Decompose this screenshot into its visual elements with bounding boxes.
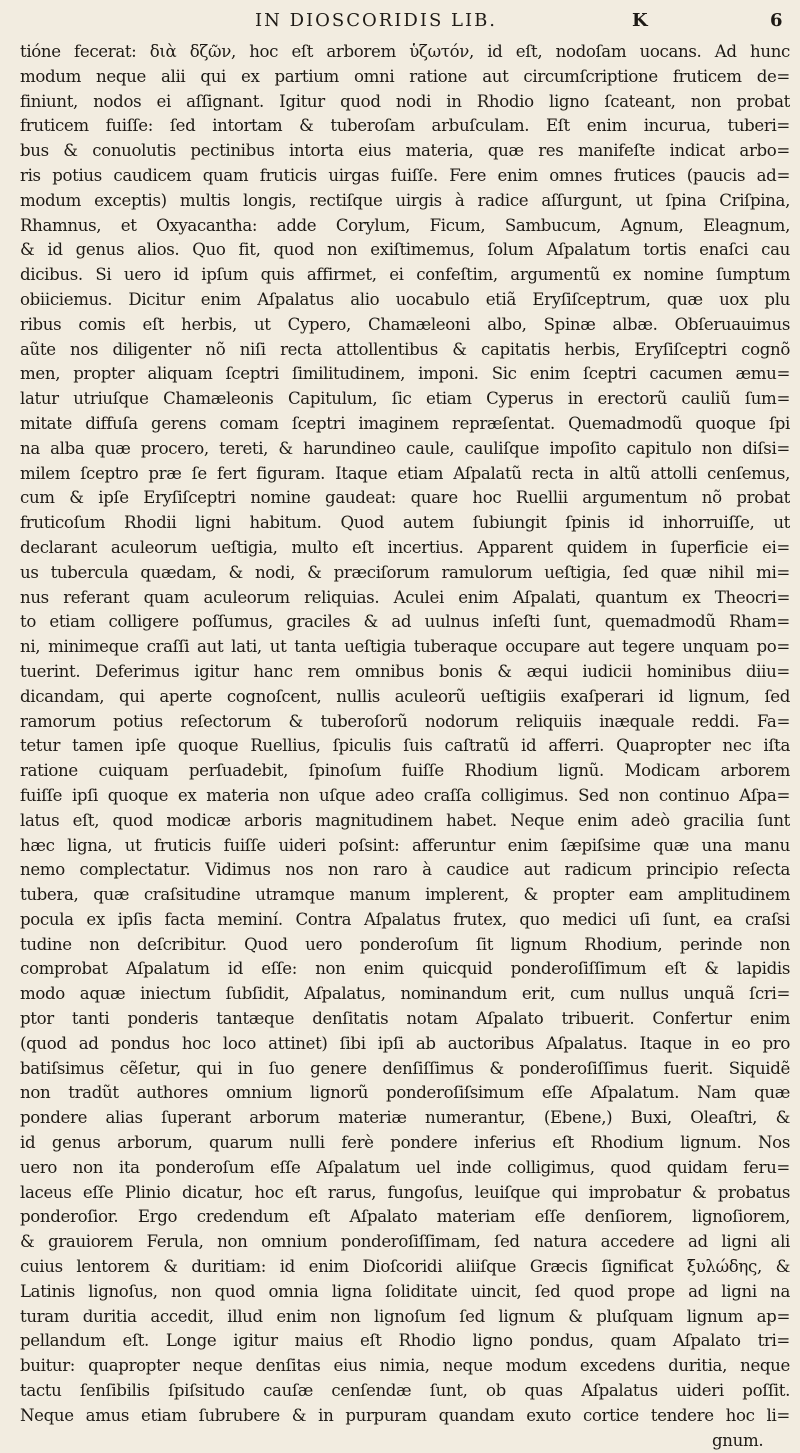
text-line: id genus arborum, quarum nulli ferè pondere inferius eſt Rhodium lignum. Nos: [20, 1133, 790, 1153]
text-line: dicandam, qui aperte cognoſcent, nullis aculeorũ ueſtigiis exaſperari id lignum, ſed: [20, 686, 790, 706]
text-line: obiiciemus. Dicitur enim Aſpalatus alio uocabulo etiã Eryſiſceptrum, quæ uox plu: [20, 289, 790, 309]
text-line: us tubercula quædam, & nodi, & præciſorum ramulorum ueſtigia, ſed quæ nihil mi=: [20, 562, 790, 582]
text-line: milem ſceptro præ ſe fert figuram. Itaque etiam Aſpalatũ recta in altũ attolli cenſemus,: [20, 463, 790, 483]
text-line: pondere alias ſuperant arborum materiæ numerantur, (Ebene,) Buxi, Oleaſtri, &: [20, 1108, 790, 1128]
text-line: tetur tamen ipſe quoque Ruellius, ſpiculis ſuis caſtratũ id afferri. Quapropter nec iſta: [20, 736, 790, 756]
text-line: (quod ad pondus hoc loco attinet) ſibi ipſi ab auctoribus Aſpalatus. Itaque in eo pro: [20, 1033, 790, 1053]
text-line: na alba quæ procero, tereti, & harundineo caule, cauliſque impoſito capitulo non diſsi=: [20, 438, 790, 458]
text-line: & grauiorem Ferula, non omnium ponderoſiſſimam, ſed natura accedere ad ligni ali: [20, 1232, 790, 1252]
text-line: fuiſſe ipſi quoque ex materia non uſque adeo craſſa colligimus. Sed non continuo Aſpa=: [20, 785, 790, 805]
text-line: tuerint. Deferimus igitur hanc rem omnibus bonis & æqui iudicii hominibus diiu=: [20, 661, 790, 681]
folio-number: 6: [770, 10, 783, 31]
text-line: mitate diffuſa gerens comam ſceptri imaginem repræſentat. Quemadmodũ quoque ſpi: [20, 413, 790, 433]
text-line: tudine non deſcribitur. Quod uero ponderoſum ſit lignum Rhodium, perinde non: [20, 934, 790, 954]
text-line: laceus eſſe Plinio dicatur, hoc eſt rarus, fungoſus, leuiſque qui improbatur & probatus: [20, 1182, 790, 1202]
text-line: to etiam colligere poſſumus, graciles & ad uulnus inſeſti ſunt, quemadmodũ Rham=: [20, 612, 790, 632]
text-line: ponderoſior. Ergo credendum eſt Aſpalato materiam eſſe denſiorem, lignoſiorem,: [20, 1207, 790, 1227]
text-line: ris potius caudicem quam fruticis uirgas fuiſſe. Fere enim omnes frutices (paucis ad=: [20, 165, 790, 185]
text-line: modo aquæ iniectum ſubſidit, Aſpalatus, nominandum erit, cum nullus unquã ſcri=: [20, 984, 790, 1004]
running-head-title: IN DIOSCORIDIS LIB.: [255, 10, 498, 31]
text-line: pellandum eſt. Longe igitur maius eſt Rhodio ligno pondus, quam Aſpalato tri=: [20, 1331, 790, 1351]
body-text: [20, 40, 790, 1453]
text-line: latur utriuſque Chamæleonis Capitulum, ſic etiam Cyperus in erectorũ cauliũ ſum=: [20, 389, 790, 409]
text-line: aũte nos diligenter nõ niſi recta attollentibus & capitatis herbis, Eryſiſceptri cognõ: [20, 339, 790, 359]
text-line: cum & ipſe Eryſiſceptri nomine gaudeat: quare hoc Ruellii argumentum nõ probat: [20, 488, 790, 508]
text-line: buitur: quapropter neque denſitas eius nimia, neque modum excedens duritia, neque: [20, 1356, 790, 1376]
text-line: tactu ſenſibilis ſpiſsitudo cauſæ cenſendæ ſunt, ob quas Aſpalatus uideri poſſit.: [20, 1381, 790, 1401]
text-line: latus eſt, quod modicæ arboris magnitudinem habet. Neque enim adeò gracilia ſunt: [20, 810, 790, 830]
running-head: [0, 2, 800, 38]
text-line: cuius lentorem & duritiam: id enim Dioſcoridi aliiſque Græcis ſignificat ξυλώδης, &: [20, 1257, 790, 1277]
text-line: declarant aculeorum ueſtigia, multo eſt incertius. Apparent quidem in ſuperficie ei=: [20, 537, 790, 557]
text-line: ratione cuiquam perſuadebit, ſpinoſum fuiſſe Rhodium lignũ. Modicam arborem: [20, 761, 790, 781]
text-line: modum exceptis) multis longis, rectiſque uirgis à radice aſſurgunt, ut ſpina Criſpina,: [20, 190, 790, 210]
text-line: Latinis lignoſus, non quod omnia ligna ſoliditate uincit, ſed quod prope ad ligni na: [20, 1281, 790, 1301]
text-line: ribus comis eſt herbis, ut Cypero, Chamæleoni albo, Spinæ albæ. Obſeruauimus: [20, 314, 790, 334]
signature-mark: K: [632, 10, 648, 31]
text-line: finiunt, nodos ei aſſignant. Igitur quod nodi in Rhodio ligno ſcateant, non probat: [20, 91, 790, 111]
text-line: ptor tanti ponderis tantæque denſitatis notam Aſpalato tribuerit. Confertur enim: [20, 1009, 790, 1029]
text-line: dicibus. Si uero id ipſum quis affirmet, ei confeſtim, argumentũ ex nomine ſumptum: [20, 265, 790, 285]
text-line: tióne fecerat: διὰ δζῶν, hoc eſt arborem ὑζωτόν, id eſt, nodoſam uocans. Ad hunc: [20, 42, 790, 61]
text-line: pocula ex ipſis facta meminí. Contra Aſpalatus frutex, quo medici uſi ſunt, ea craſsi: [20, 909, 790, 929]
text-line: Neque amus etiam ſubrubere & in purpuram quandam exuto cortice tendere hoc li=: [20, 1405, 790, 1425]
text-line: hæc ligna, ut fruticis fuiſſe uideri poſsint: afferuntur enim ſæpiſsime quæ una manu: [20, 835, 790, 855]
text-line: ni, minimeque craſſi aut lati, ut tanta ueſtigia tuberaque occupare aut tegere unquam po=: [20, 637, 790, 657]
text-line: & id genus alios. Quo fit, quod non exiſtimemus, ſolum Aſpalatum tortis enaſci cau: [20, 240, 790, 260]
text-line: gnum.: [712, 1430, 764, 1450]
text-line: uero non ita ponderoſum eſſe Aſpalatum uel inde colligimus, quod quidam feru=: [20, 1157, 790, 1177]
text-line: non tradũt authores omnium lignorũ ponderoſiſsimum eſſe Aſpalatum. Nam quæ: [20, 1083, 790, 1103]
text-line: bus & conuolutis pectinibus intorta eius materia, quæ res manifeſte indicat arbo=: [20, 141, 790, 161]
text-line: Rhamnus, et Oxyacantha: adde Corylum, Ficum, Sambucum, Agnum, Eleagnum,: [20, 215, 790, 235]
text-line: fruticem fuiſſe: ſed intortam & tuberoſam arbuſculam. Eſt enim incurua, tuberi=: [20, 116, 790, 136]
text-line: tubera, quæ craſsitudine utramque manum implerent, & propter eam amplitudinem: [20, 885, 790, 905]
text-line: nus referant quam aculeorum reliquias. Aculei enim Aſpalati, quantum ex Theocri=: [20, 587, 790, 607]
text-line: modum neque alii qui ex partium omni ratione aut circumſcriptione fruticem de=: [20, 66, 790, 86]
text-line: nemo complectatur. Vidimus nos non raro à caudice aut radicum principio reſecta: [20, 860, 790, 880]
text-line: batiſsimus cẽſetur, qui in ſuo genere denſiſſimus & ponderoſiſſimus fuerit. Siquidẽ: [20, 1058, 790, 1078]
text-line: fruticoſum Rhodii ligni habitum. Quod autem ſubiungit ſpinis id inhorruiſſe, ut: [20, 513, 790, 533]
text-line: men, propter aliquam ſceptri ſimilitudinem, imponi. Sic enim ſceptri cacumen æmu=: [20, 364, 790, 384]
text-line: comprobat Aſpalatum id eſſe: non enim quicquid ponderoſiſſimum eſt & lapidis: [20, 959, 790, 979]
text-line: turam duritia accedit, illud enim non lignoſum ſed lignum & pluſquam lignum ap=: [20, 1306, 790, 1326]
text-line: ramorum potius reſectorum & tuberoſorũ nodorum reliquiis inæquale reddi. Fa=: [20, 711, 790, 731]
